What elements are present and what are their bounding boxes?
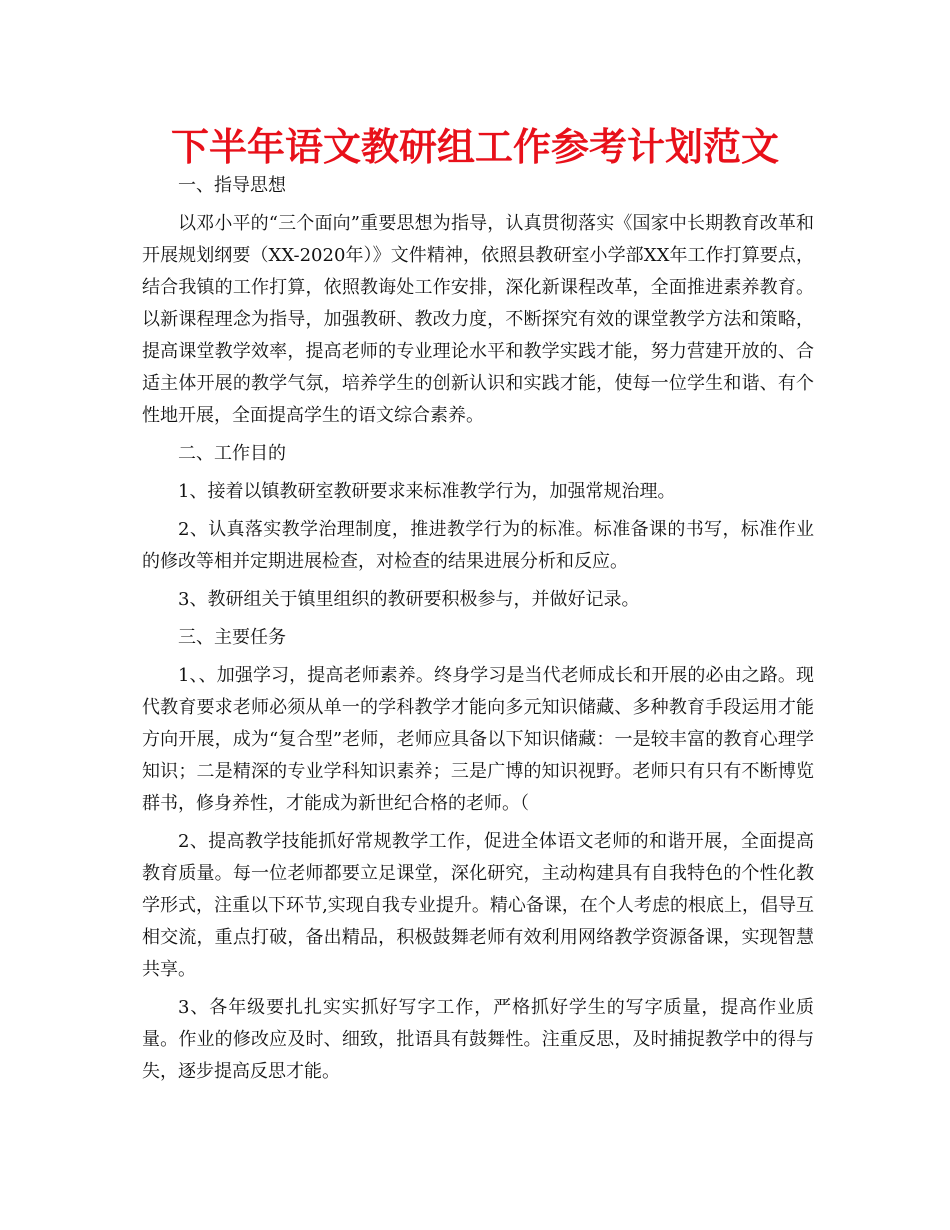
paragraph-goal-1: 1、接着以镇教研室教研要求来标准教学行为，加强常规治理。	[178, 481, 676, 502]
paragraph-task-1: 1、、加强学习，提高老师素养。终身学习是当代老师成长和开展的必由之路。现代教育要求老师必须从单一的学科教学才能向多元知识储藏、多种教育手段运用才能方向开展，成为“复合型”老师，老师应具备以下知识储藏：一是较丰富的教育心理学知识；二是精深的专业学科知识素养；三是广博的知识视野。老师只有只有不断博览群书，修身养性，才能成为新世纪合格的老师。（	[142, 665, 814, 814]
paragraph-goal-3: 3、教研组关于镇里组织的教研要积极参与，并做好记录。	[178, 589, 640, 610]
paragraph-guiding-thought: 以邓小平的“三个面向”重要思想为指导，认真贯彻落实《国家中长期教育改革和开展规划纲要（XX-2020年）》文件精神，依照县教研室小学部XX年工作打算要点，结合我镇的工作打算，依照教诲处工作安排，深化新课程改革，全面推进素养教育。以新课程理念为指导，加强教研、教改力度，不断探究有效的课堂教学方法和策略，提高课堂教学效率，提高老师的专业理论水平和教学实践才能，努力营建开放的、合适主体开展的教学气氛，培养学生的创新认识和实践才能，使每一位学生和谐、有个性地开展，全面提高学生的语文综合素养。	[142, 213, 814, 426]
section-heading-work-goals: 二、工作目的	[178, 443, 286, 464]
document-title: 下半年语文教研组工作参考计划范文	[170, 124, 779, 169]
paragraph-task-2: 2、提高教学技能抓好常规教学工作，促进全体语文老师的和谐开展，全面提高教育质量。每一位老师都要立足课堂，深化研究，主动构建具有自我特色的个性化教学形式，注重以下环节,实现自我专业提升。精心备课，在个人考虑的根底上，倡导互相交流，重点打破，备出精品，积极鼓舞老师有效利用网络教学资源备课，实现智慧共享。	[142, 831, 814, 980]
paragraph-task-3: 3、各年级要扎扎实实抓好写字工作，严格抓好学生的写字质量，提高作业质量。作业的修改应及时、细致，批语具有鼓舞性。注重反思，及时捕捉教学中的得与失，逐步提高反思才能。	[142, 997, 814, 1082]
section-heading-guiding-thought: 一、指导思想	[178, 175, 286, 196]
document-body	[142, 170, 814, 1088]
paragraph-goal-2: 2、认真落实教学治理制度，推进教学行为的标准。标准备课的书写，标准作业的修改等相并定期进展检查，对检查的结果进展分析和反应。	[142, 519, 814, 572]
section-heading-main-tasks: 三、主要任务	[178, 627, 286, 648]
